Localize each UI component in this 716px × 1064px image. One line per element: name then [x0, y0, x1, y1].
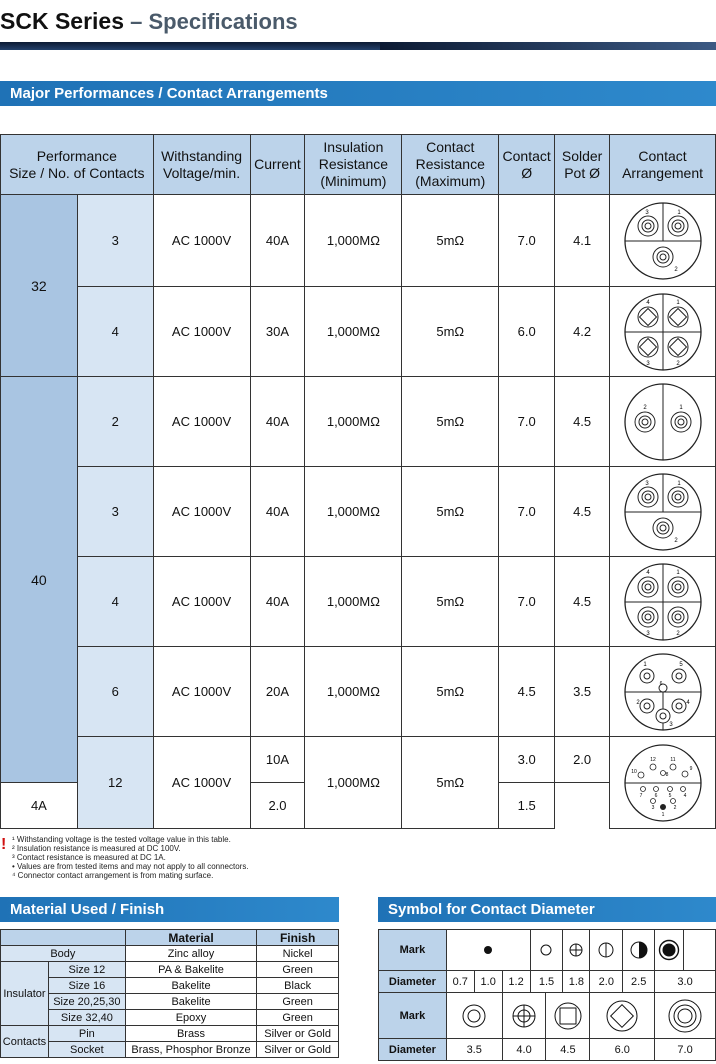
svg-text:1: 1	[678, 404, 683, 411]
mark-cell	[623, 930, 655, 971]
insulation-cell: 1,000MΩ	[305, 377, 402, 467]
table-row: Insulator Size 12 PA & Bakelite Green	[1, 962, 339, 978]
contacts-cell: 4	[77, 557, 153, 647]
arrangement-4-icon	[623, 292, 703, 372]
current-cell: 30A	[250, 287, 305, 377]
svg-text:1: 1	[661, 811, 664, 818]
cross-circle-icon	[568, 942, 584, 958]
svg-text:2: 2	[673, 266, 678, 273]
arrangement-4-round-icon	[623, 562, 703, 642]
contact-dia-cell: 7.0	[499, 557, 555, 647]
material-table	[0, 929, 339, 1058]
header-finish: Finish	[257, 930, 339, 946]
square-in-circle-icon	[553, 1001, 583, 1031]
header-material: Material	[125, 930, 256, 946]
header-performance: Performance Size / No. of Contacts	[1, 135, 154, 195]
solder-cell: 4.1	[555, 195, 610, 287]
svg-text:4: 4	[683, 792, 686, 799]
mark-cell	[590, 993, 655, 1039]
header-current: Current	[250, 135, 305, 195]
header-withstanding: Withstanding Voltage/min.	[153, 135, 250, 195]
mark-cell	[530, 930, 563, 971]
section-header-symbol: Symbol for Contact Diameter	[378, 897, 716, 922]
resistance-cell: 5mΩ	[402, 195, 499, 287]
vertical-line-circle-icon	[597, 941, 615, 959]
svg-text:2: 2	[642, 404, 647, 411]
svg-text:5: 5	[678, 661, 683, 668]
contact-dia-cell: 2.0	[250, 783, 305, 829]
resistance-cell: 5mΩ	[402, 557, 499, 647]
open-circle-icon	[539, 943, 553, 957]
contact-dia-cell: 7.0	[499, 467, 555, 557]
svg-text:11: 11	[669, 756, 676, 763]
mark-cell	[446, 993, 502, 1039]
svg-text:5: 5	[668, 792, 671, 799]
resistance-cell: 5mΩ	[402, 737, 499, 829]
diameter-label: Diameter	[379, 971, 447, 993]
table-row: Socket Brass, Phosphor Bronze Silver or Gold	[1, 1042, 339, 1058]
mark-cell	[563, 930, 590, 971]
mark-cell	[590, 930, 623, 971]
table-row	[1, 647, 716, 737]
mark-cell	[502, 993, 546, 1039]
table-row: Contacts Pin Brass Silver or Gold	[1, 1026, 339, 1042]
header-solder-pot: Solder Pot Ø	[555, 135, 610, 195]
crosshair-ring-icon	[510, 1002, 538, 1030]
table-row	[1, 467, 716, 557]
mark-cell	[655, 930, 684, 971]
svg-text:9: 9	[689, 765, 692, 772]
table-row: Size 16 Bakelite Black	[1, 978, 339, 994]
arrangement-cell	[610, 287, 716, 377]
voltage-cell: AC 1000V	[153, 647, 250, 737]
title-underline-accent	[380, 42, 716, 50]
header-arrangement: Contact Arrangement	[610, 135, 716, 195]
svg-text:3: 3	[645, 630, 650, 637]
insulation-cell: 1,000MΩ	[305, 647, 402, 737]
svg-text:3: 3	[644, 209, 649, 216]
solder-cell: 4.5	[555, 377, 610, 467]
svg-text:2: 2	[675, 360, 680, 367]
svg-text:2: 2	[673, 537, 678, 544]
insulation-cell: 1,000MΩ	[305, 195, 402, 287]
solder-cell: 2.0	[555, 737, 610, 783]
insulation-cell: 1,000MΩ	[305, 467, 402, 557]
svg-text:7: 7	[639, 792, 642, 799]
voltage-cell: AC 1000V	[153, 737, 250, 829]
table-row	[1, 557, 716, 647]
svg-text:2: 2	[675, 630, 680, 637]
solder-cell: 3.5	[555, 647, 610, 737]
svg-text:3: 3	[644, 480, 649, 487]
arrangement-cell	[610, 647, 716, 737]
voltage-cell: AC 1000V	[153, 557, 250, 647]
voltage-cell: AC 1000V	[153, 287, 250, 377]
header-insulation: Insulation Resistance (Minimum)	[305, 135, 402, 195]
voltage-cell: AC 1000V	[153, 467, 250, 557]
section-header-material: Material Used / Finish	[0, 897, 339, 922]
table-row	[1, 287, 716, 377]
svg-text:4: 4	[685, 699, 690, 706]
contacts-cell: 2	[77, 377, 153, 467]
diamond-in-circle-icon	[605, 999, 639, 1033]
current-cell: 40A	[250, 557, 305, 647]
current-cell: 10A	[250, 737, 305, 783]
resistance-cell: 5mΩ	[402, 377, 499, 467]
svg-text:1: 1	[642, 661, 647, 668]
svg-text:1: 1	[676, 480, 681, 487]
page-title: SCK Series – Specifications	[0, 8, 298, 34]
contact-dia-cell: 7.0	[499, 377, 555, 467]
triple-ring-icon	[667, 998, 703, 1034]
solder-cell: 4.5	[555, 467, 610, 557]
contact-dia-cell: 6.0	[499, 287, 555, 377]
section-header-performance: Major Performances / Contact Arrangements	[0, 81, 716, 106]
resistance-cell: 5mΩ	[402, 647, 499, 737]
half-filled-circle-icon	[629, 940, 649, 960]
table-row: Size 32,40 Epoxy Green	[1, 1010, 339, 1026]
svg-text:3: 3	[651, 804, 654, 811]
mark-label: Mark	[379, 930, 447, 971]
diameter-label: Diameter	[379, 1039, 447, 1061]
contacts-cell: 3	[77, 467, 153, 557]
solder-cell: 4.5	[555, 557, 610, 647]
svg-text:1: 1	[675, 299, 680, 306]
contacts-cell: 4	[77, 287, 153, 377]
contacts-cell: 12	[77, 737, 153, 829]
svg-text:10: 10	[630, 768, 637, 775]
arrangement-12-icon	[623, 743, 703, 823]
current-cell: 4A	[1, 783, 78, 829]
mark-cell	[655, 993, 716, 1039]
header-contact-diameter: Contact Ø	[499, 135, 555, 195]
contact-dia-cell: 7.0	[499, 195, 555, 287]
solder-cell: 1.5	[499, 783, 555, 829]
svg-text:4: 4	[645, 569, 650, 576]
svg-text:2: 2	[635, 699, 640, 706]
insulation-cell: 1,000MΩ	[305, 287, 402, 377]
insulation-cell: 1,000MΩ	[305, 557, 402, 647]
arrangement-3-icon	[623, 472, 703, 552]
table-row	[1, 737, 716, 783]
voltage-cell: AC 1000V	[153, 195, 250, 287]
arrangement-3-icon	[623, 201, 703, 281]
resistance-cell: 5mΩ	[402, 467, 499, 557]
mark-cell	[546, 993, 590, 1039]
svg-text:3: 3	[668, 721, 673, 728]
header-contact-resistance: Contact Resistance (Maximum)	[402, 135, 499, 195]
double-ring-icon	[460, 1002, 488, 1030]
current-cell: 40A	[250, 467, 305, 557]
arrangement-cell	[610, 557, 716, 647]
arrangement-cell	[610, 737, 716, 829]
mark-label: Mark	[379, 993, 447, 1039]
table-row: Size 20,25,30 Bakelite Green	[1, 994, 339, 1010]
arrangement-cell	[610, 467, 716, 557]
size-cell: 40	[1, 377, 78, 783]
current-cell: 20A	[250, 647, 305, 737]
mark-cell	[446, 930, 530, 971]
arrangement-cell	[610, 377, 716, 467]
svg-text:6: 6	[659, 680, 662, 687]
svg-text:4: 4	[645, 299, 650, 306]
current-cell: 40A	[250, 195, 305, 287]
footnotes: ¹ Withstanding voltage is the tested voltage value in this table. ² Insulation resistance is measured at DC 100V. ³ Contact resistance is measured at DC 1A. • Values are from tested items and may not apply to all connectors. ⁴ Connector contact arrangement is from mating surface.	[12, 835, 249, 880]
resistance-cell: 5mΩ	[402, 287, 499, 377]
performance-table	[0, 134, 716, 829]
svg-text:8: 8	[665, 771, 668, 778]
warning-icon: !	[1, 836, 7, 853]
table-row: Body Zinc alloy Nickel	[1, 946, 339, 962]
arrangement-cell	[610, 195, 716, 287]
double-ring-filled-icon	[658, 939, 680, 961]
contact-dia-cell: 4.5	[499, 647, 555, 737]
arrangement-2-icon	[623, 382, 703, 462]
insulation-cell: 1,000MΩ	[305, 737, 402, 829]
solder-cell: 4.2	[555, 287, 610, 377]
contacts-cell: 3	[77, 195, 153, 287]
contact-dia-cell: 3.0	[499, 737, 555, 783]
current-cell: 40A	[250, 377, 305, 467]
symbol-table: Mark Diameter 0.7 1.0 1.2 1.5 1.8 2.0 2.5 3.0 Mark Diameter 3.5 4.0 4.5 6.0 7.0	[378, 929, 716, 1061]
table-row	[1, 377, 716, 467]
table-row	[1, 195, 716, 287]
contacts-cell: 6	[77, 647, 153, 737]
svg-text:12: 12	[649, 756, 656, 763]
svg-text:1: 1	[675, 569, 680, 576]
size-cell: 32	[1, 195, 78, 377]
arrangement-6-icon	[623, 652, 703, 732]
svg-text:3: 3	[645, 360, 650, 367]
svg-text:2: 2	[673, 804, 676, 811]
voltage-cell: AC 1000V	[153, 377, 250, 467]
svg-text:6: 6	[654, 792, 657, 799]
svg-text:1: 1	[676, 209, 681, 216]
solid-dot-icon	[481, 943, 495, 957]
